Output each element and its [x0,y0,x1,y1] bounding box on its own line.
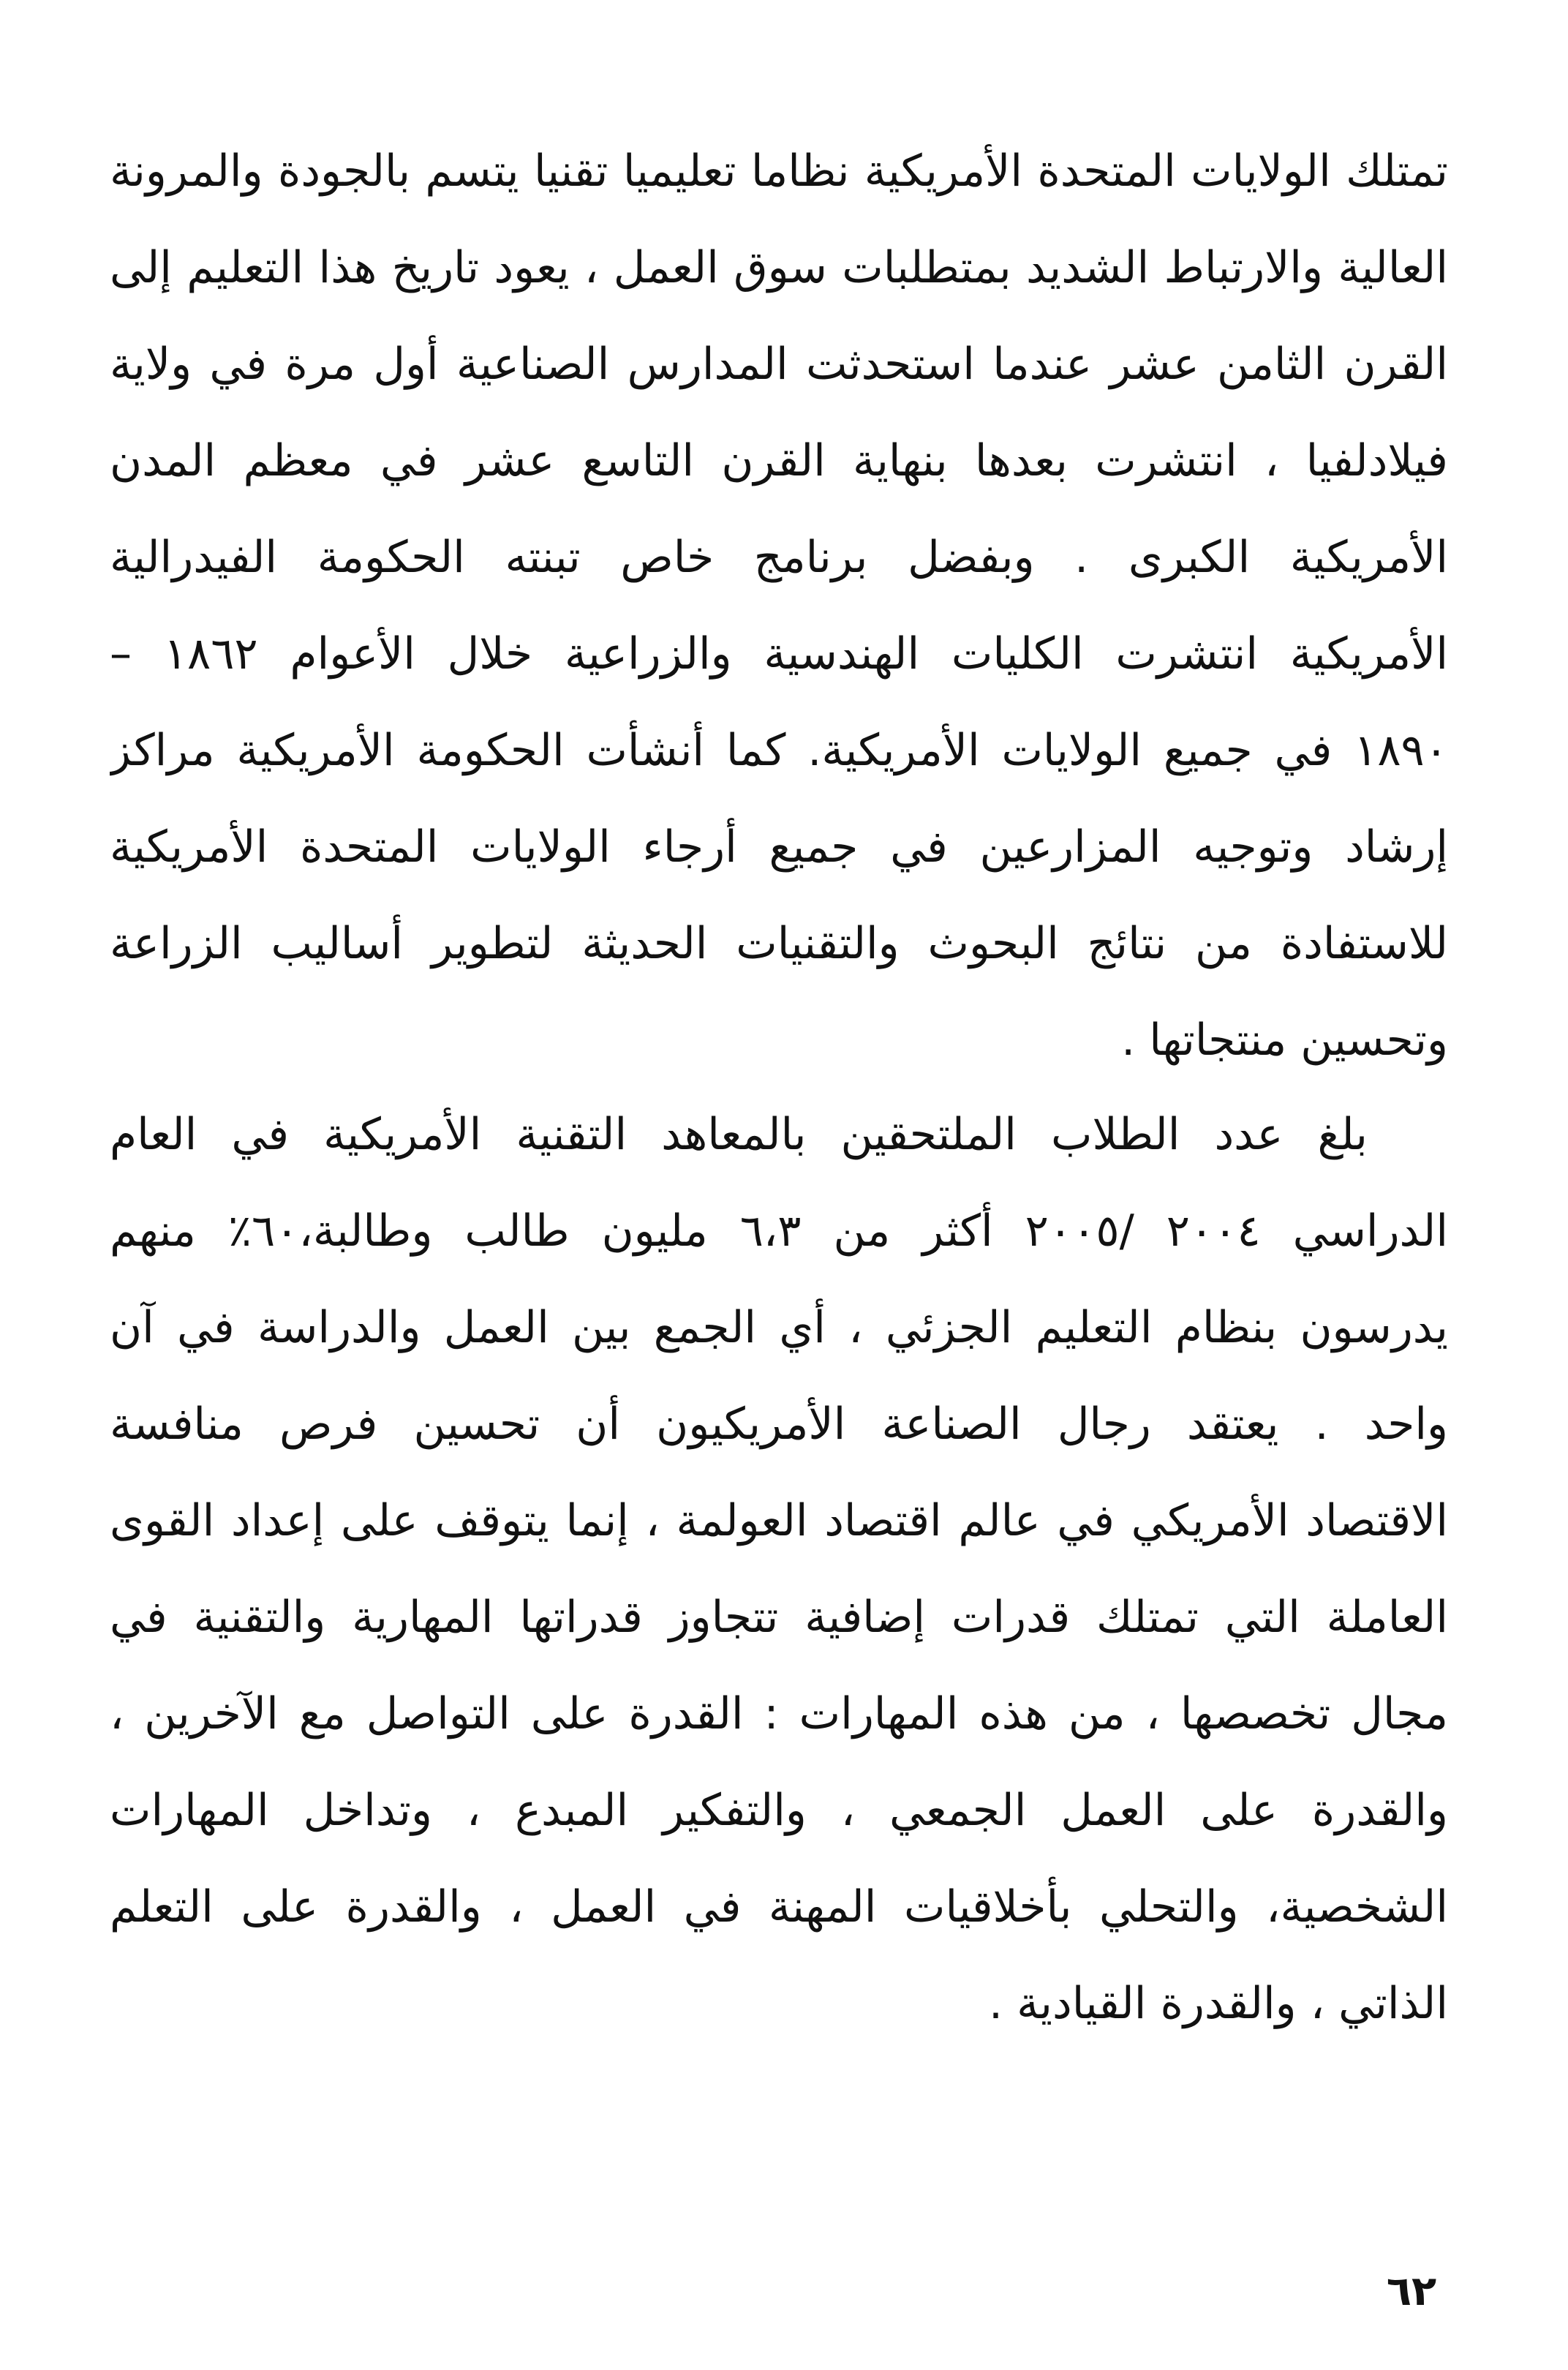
paragraph-2-line: بلغ عدد الطلاب الملتحقين بالمعاهد التقنية الأمريكية في العام [110,1109,1368,1160]
paragraph-2-line: الدراسي ٢٠٠٤ /٢٠٠٥ أكثر من ٦،٣ مليون طالب وطالبة،٦٠٪ منهم [110,1205,1448,1257]
paragraph-1-line: وتحسين منتجاتها . [1121,1015,1448,1066]
paragraph-2-line: والقدرة على العمل الجمعي ، والتفكير المبدع ، وتداخل المهارات [110,1785,1448,1836]
page-number: ٦٢ [1386,2268,1437,2315]
paragraph-1 [110,123,1448,1088]
paragraph-1-line: ١٨٩٠ في جميع الولايات الأمريكية. كما أنشأت الحكومة الأمريكية مراكز [110,725,1448,776]
paragraph-2 [110,1086,1448,2052]
paragraph-1-line: فيلادلفيا ، انتشرت بعدها بنهاية القرن التاسع عشر في معظم المدن [110,435,1448,486]
paragraph-1-line: تمتلك الولايات المتحدة الأمريكية نظاما تعليميا تقنيا يتسم بالجودة والمرونة [110,146,1448,197]
paragraph-2-line: مجال تخصصها ، من هذه المهارات : القدرة على التواصل مع الآخرين ، [110,1688,1448,1739]
paragraph-1-line: إرشاد وتوجيه المزارعين في جميع أرجاء الولايات المتحدة الأمريكية [110,821,1448,873]
paragraph-2-line: الذاتي ، والقدرة القيادية . [988,1978,1448,2029]
paragraph-2-line: يدرسون بنظام التعليم الجزئي ، أي الجمع بين العمل والدراسة في آن [110,1302,1448,1353]
paragraph-2-line: العاملة التي تمتلك قدرات إضافية تتجاوز قدراتها المهارية والتقنية في [110,1592,1448,1643]
paragraph-1-line: القرن الثامن عشر عندما استحدثت المدارس الصناعية أول مرة في ولاية [110,339,1448,390]
paragraph-2-line: الشخصية، والتحلي بأخلاقيات المهنة في العمل ، والقدرة على التعلم [110,1881,1448,1933]
paragraph-1-line: للاستفادة من نتائج البحوث والتقنيات الحديثة لتطوير أساليب الزراعة [110,918,1448,969]
paragraph-1-line: الأمريكية الكبرى . وبفضل برنامج خاص تبنته الحكومة الفيدرالية [110,532,1448,583]
paragraph-1-line: العالية والارتباط الشديد بمتطلبات سوق العمل ، يعود تاريخ هذا التعليم إلى [110,242,1448,293]
paragraph-2-line: واحد . يعتقد رجال الصناعة الأمريكيون أن تحسين فرص منافسة [110,1399,1448,1450]
paragraph-1-line: الأمريكية انتشرت الكليات الهندسية والزراعية خلال الأعوام ١٨٦٢ – [110,628,1448,680]
paragraph-2-line: الاقتصاد الأمريكي في عالم اقتصاد العولمة ، إنما يتوقف على إعداد القوى [110,1495,1448,1546]
